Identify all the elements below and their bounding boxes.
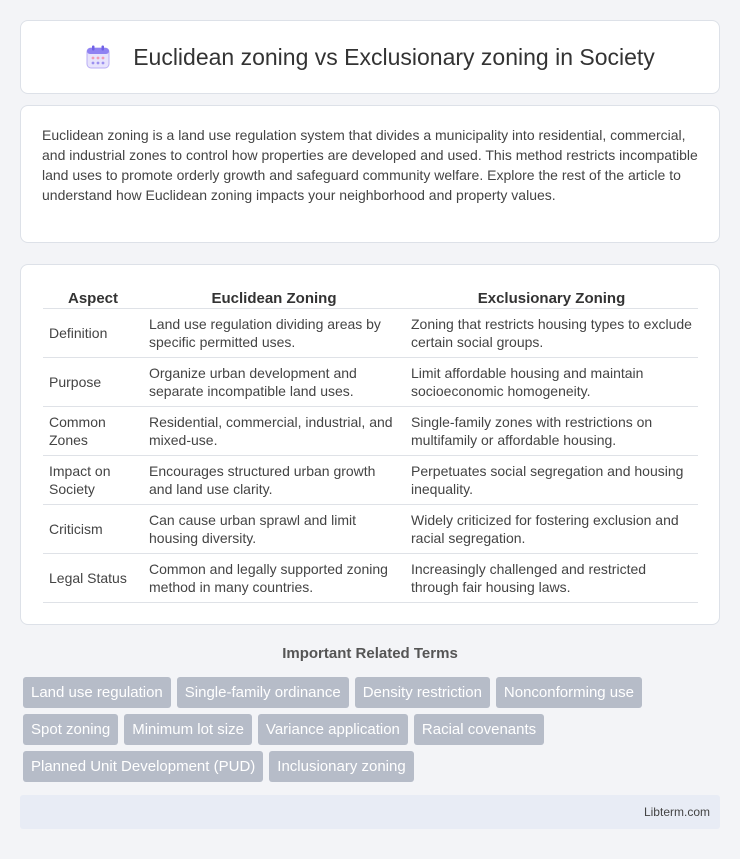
table-row bbox=[43, 308, 698, 357]
title-card bbox=[20, 20, 720, 94]
cell-exclusionary: Widely criticized for fostering exclusion and racial segregation. bbox=[405, 504, 698, 553]
cell-aspect: Criticism bbox=[43, 504, 143, 553]
header-exclusionary: Exclusionary Zoning bbox=[405, 285, 698, 308]
calendar-icon bbox=[85, 44, 111, 70]
related-term-tag[interactable]: Racial covenants bbox=[414, 714, 544, 745]
table-row bbox=[43, 357, 698, 406]
cell-exclusionary: Zoning that restricts housing types to exclude certain social groups. bbox=[405, 308, 698, 357]
cell-euclidean: Can cause urban sprawl and limit housing diversity. bbox=[143, 504, 405, 553]
related-terms-list bbox=[23, 677, 723, 788]
related-term-tag[interactable]: Planned Unit Development (PUD) bbox=[23, 751, 263, 782]
related-term-tag[interactable]: Nonconforming use bbox=[496, 677, 642, 708]
cell-aspect: Impact on Society bbox=[43, 455, 143, 504]
related-terms-heading: Important Related Terms bbox=[282, 645, 458, 662]
cell-euclidean: Residential, commercial, industrial, and mixed-use. bbox=[143, 406, 405, 455]
table-row bbox=[43, 455, 698, 504]
table-row bbox=[43, 553, 698, 602]
related-term-tag[interactable]: Spot zoning bbox=[23, 714, 118, 745]
comparison-table bbox=[43, 285, 698, 603]
intro-card bbox=[20, 105, 720, 243]
cell-exclusionary: Limit affordable housing and maintain socioeconomic homogeneity. bbox=[405, 357, 698, 406]
cell-euclidean: Organize urban development and separate incompatible land uses. bbox=[143, 357, 405, 406]
header-aspect: Aspect bbox=[43, 285, 143, 308]
related-term-tag[interactable]: Inclusionary zoning bbox=[269, 751, 413, 782]
cell-aspect: Purpose bbox=[43, 357, 143, 406]
cell-exclusionary: Single-family zones with restrictions on multifamily or affordable housing. bbox=[405, 406, 698, 455]
cell-aspect: Legal Status bbox=[43, 553, 143, 602]
related-term-tag[interactable]: Land use regulation bbox=[23, 677, 171, 708]
related-term-tag[interactable]: Single-family ordinance bbox=[177, 677, 349, 708]
related-term-tag[interactable]: Density restriction bbox=[355, 677, 490, 708]
cell-exclusionary: Perpetuates social segregation and housing inequality. bbox=[405, 455, 698, 504]
intro-paragraph: Euclidean zoning is a land use regulation system that divides a municipality into residential, commercial, and industrial zones to control how properties are developed and used. This method restricts incompatible land uses to promote orderly growth and safeguard community welfare. Explore the rest of the article to understand how Euclidean zoning impacts your neighborhood and property values. bbox=[42, 127, 698, 203]
cell-exclusionary: Increasingly challenged and restricted through fair housing laws. bbox=[405, 553, 698, 602]
page-title: Euclidean zoning vs Exclusionary zoning in Society bbox=[133, 43, 655, 70]
cell-aspect: Common Zones bbox=[43, 406, 143, 455]
footer-source-link[interactable]: Libterm.com bbox=[643, 805, 710, 819]
header-euclidean: Euclidean Zoning bbox=[143, 285, 405, 308]
footer bbox=[20, 795, 720, 829]
cell-aspect: Definition bbox=[43, 308, 143, 357]
cell-euclidean: Common and legally supported zoning method in many countries. bbox=[143, 553, 405, 602]
cell-euclidean: Land use regulation dividing areas by specific permitted uses. bbox=[143, 308, 405, 357]
table-row bbox=[43, 504, 698, 553]
related-term-tag[interactable]: Minimum lot size bbox=[124, 714, 252, 745]
related-term-tag[interactable]: Variance application bbox=[258, 714, 408, 745]
comparison-table-card bbox=[20, 264, 720, 625]
table-header-row bbox=[43, 285, 698, 308]
cell-euclidean: Encourages structured urban growth and land use clarity. bbox=[143, 455, 405, 504]
table-row bbox=[43, 406, 698, 455]
